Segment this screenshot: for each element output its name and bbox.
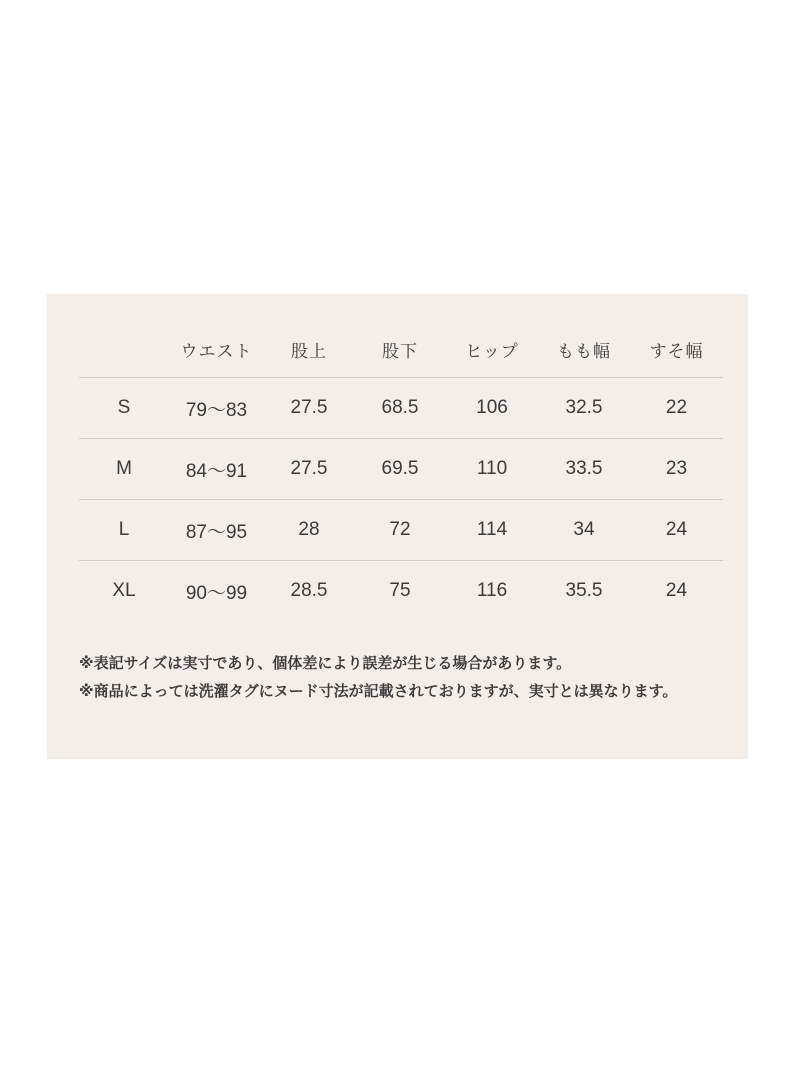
header-hip: ヒップ	[446, 322, 538, 378]
table-cell: 23	[630, 439, 723, 500]
table-cell: 90〜99	[185, 582, 248, 604]
table-cell: 114	[446, 500, 538, 561]
table-cell-size: L	[79, 500, 169, 561]
table-cell: 84〜91	[169, 439, 264, 500]
table-cell: 75	[389, 580, 411, 601]
note-care-tag: ※商品によっては洗濯タグにヌード寸法が記載されておりますが、実寸とは異なります。	[79, 682, 678, 700]
table-cell: 69.5	[354, 439, 446, 500]
table-cell: 110	[446, 439, 538, 500]
header-size	[79, 322, 169, 378]
table-row	[79, 500, 723, 561]
size-notes	[79, 649, 727, 705]
table-cell: 106	[446, 378, 538, 439]
table-cell: 24	[665, 580, 688, 601]
table-row	[79, 561, 723, 622]
table-cell: 34	[538, 500, 630, 561]
header-waist: ウエスト	[169, 322, 264, 378]
table-cell: 27.5	[264, 439, 354, 500]
table-cell: 33.5	[538, 439, 630, 500]
table-cell: 22	[630, 378, 723, 439]
table-cell: 35.5	[565, 580, 603, 601]
table-cell-size: S	[79, 378, 169, 439]
header-thigh-width: もも幅	[538, 322, 630, 378]
table-cell: 87〜95	[169, 500, 264, 561]
table-cell: 24	[630, 500, 723, 561]
header-inseam: 股下	[354, 322, 446, 378]
table-cell: 79〜83	[169, 378, 264, 439]
table-cell: 32.5	[538, 378, 630, 439]
table-cell-size: XL	[112, 580, 136, 601]
table-cell: 72	[354, 500, 446, 561]
header-rise: 股上	[264, 322, 354, 378]
table-cell: 28	[264, 500, 354, 561]
table-cell: 27.5	[264, 378, 354, 439]
size-table	[79, 322, 723, 621]
note-measurement: ※表記サイズは実寸であり、個体差により誤差が生じる場合があります。	[79, 654, 572, 672]
table-cell: 28.5	[290, 580, 328, 601]
table-cell-size: M	[79, 439, 169, 500]
table-header-row	[79, 322, 723, 378]
table-cell: 68.5	[354, 378, 446, 439]
table-row	[79, 378, 723, 439]
header-hem-width: すそ幅	[630, 322, 723, 378]
size-chart-panel	[47, 294, 748, 759]
table-row	[79, 439, 723, 500]
table-cell: 116	[476, 580, 508, 601]
